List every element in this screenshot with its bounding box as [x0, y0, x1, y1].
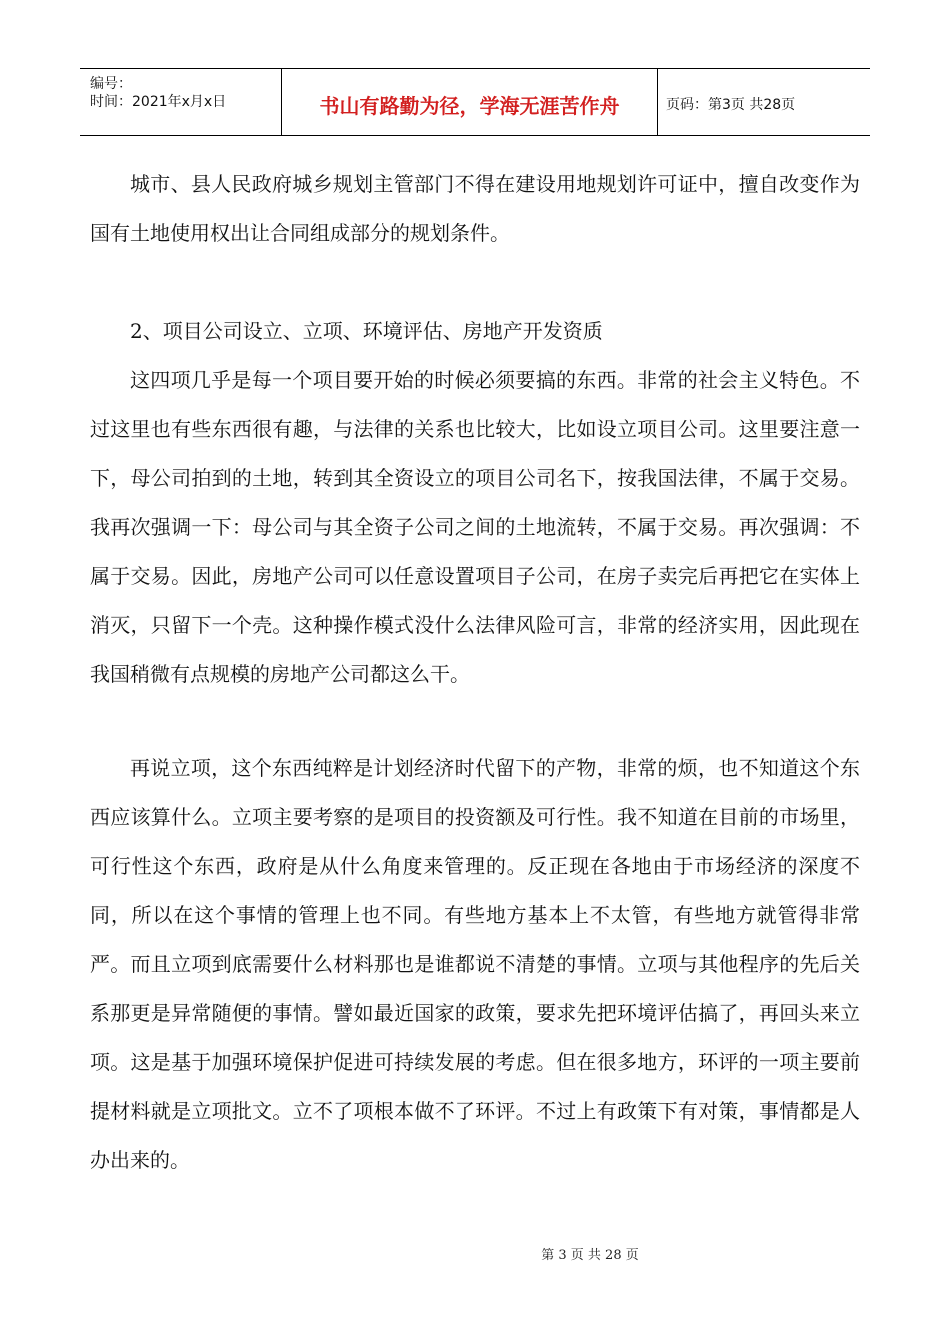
page-footer: 第 3 页 共 28 页	[541, 1248, 639, 1263]
section-heading: 2、项目公司设立、立项、环境评估、房地产开发资质	[130, 319, 603, 343]
paragraph: 城市、县人民政府城乡规划主管部门不得在建设用地规划许可证中，擅自改变作为国有土地使用权出让合同组成部分的规划条件。	[90, 172, 860, 245]
document-number: 编号：	[90, 76, 132, 92]
header-motto: 书山有路勤为径，学海无涯苦作舟	[282, 69, 658, 135]
document-body	[90, 160, 860, 1185]
header-page-number: 页码：第3页 共28页	[666, 97, 796, 113]
header-meta	[80, 69, 282, 135]
paragraph: 这四项几乎是每一个项目要开始的时候必须要搞的东西。非常的社会主义特色。不过这里也有些东西很有趣，与法律的关系也比较大，比如设立项目公司。这里要注意一下，母公司拍到的土地，转到其全资设立的项目公司名下，按我国法律，不属于交易。我再次强调一下：母公司与其全资子公司之间的土地流转，不属于交易。再次强调：不属于交易。因此，房地产公司可以任意设置项目子公司，在房子卖完后再把它在实体上消灭，只留下一个壳。这种操作模式没什么法律风险可言，非常的经济实用，因此现在我国稍微有点规模的房地产公司都这么干。	[90, 368, 860, 686]
page-header	[80, 68, 870, 136]
document-time: 时间：2021年x月x日	[90, 94, 227, 110]
paragraph: 再说立项，这个东西纯粹是计划经济时代留下的产物，非常的烦，也不知道这个东西应该算什么。立项主要考察的是项目的投资额及可行性。我不知道在目前的市场里，可行性这个东西，政府是从什么角度来管理的。反正现在各地由于市场经济的深度不同，所以在这个事情的管理上也不同。有些地方基本上不太管，有些地方就管得非常严。而且立项到底需要什么材料那也是谁都说不清楚的事情。立项与其他程序的先后关系那更是异常随便的事情。譬如最近国家的政策，要求先把环境评估搞了，再回头来立项。这是基于加强环境保护促进可持续发展的考虑。但在很多地方，环评的一项主要前提材料就是立项批文。立不了项根本做不了环评。不过上有政策下有对策，事情都是人办出来的。	[90, 756, 860, 1172]
